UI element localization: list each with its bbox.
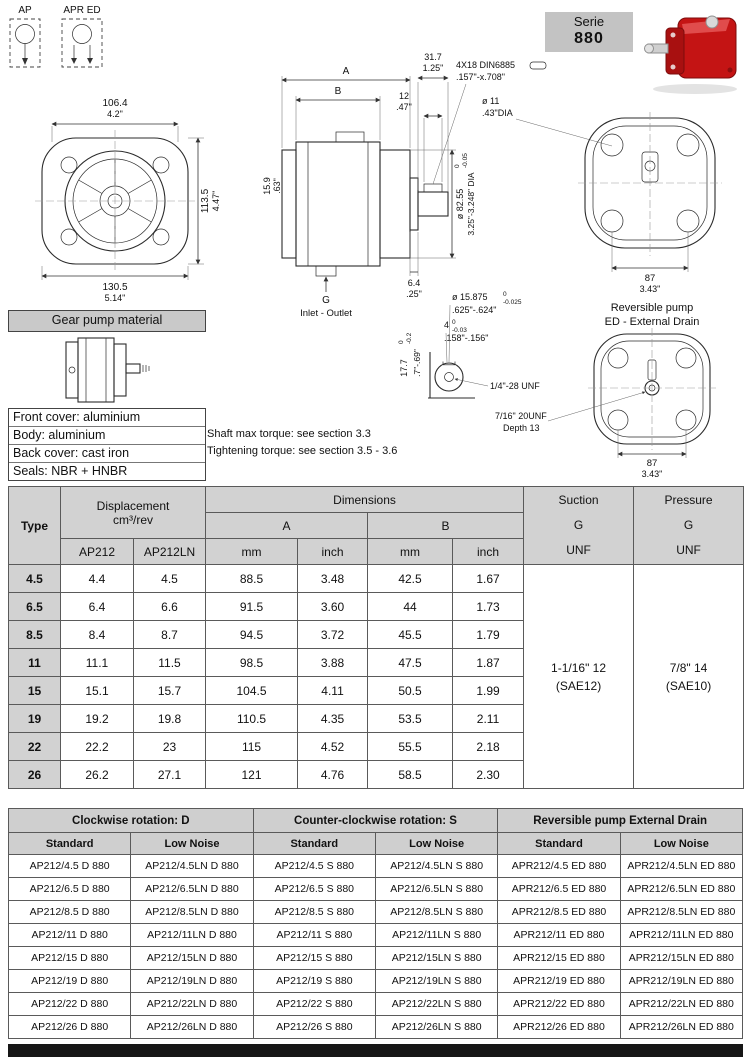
b-inch-cell: 2.18 — [453, 733, 524, 761]
type-cell: 6.5 — [9, 593, 61, 621]
pilot-dia-mm: ø 82.55 — [455, 188, 465, 220]
order-code-cell: AP212/11LN D 880 — [131, 924, 253, 947]
suction-g-label: G — [573, 518, 584, 532]
order-code-cell: AP212/22LN D 880 — [131, 993, 253, 1016]
b-mm-cell: 44 — [368, 593, 453, 621]
key-icon — [530, 62, 546, 69]
a-mm-cell: 110.5 — [206, 705, 298, 733]
bottom-section-bar — [8, 1044, 743, 1057]
torque-notes — [207, 426, 457, 460]
material-box — [8, 310, 206, 481]
ordering-table — [8, 808, 743, 1039]
shaft-dia-mm: ø 15.875 — [452, 292, 488, 302]
order-code-cell: APR212/15LN ED 880 — [620, 947, 742, 970]
ap212-cell: 4.4 — [61, 565, 134, 593]
dimensions-table — [8, 486, 744, 789]
order-code-cell: APR212/11 ED 880 — [498, 924, 620, 947]
order-code-cell: AP212/19LN S 880 — [375, 970, 497, 993]
ap212ln-cell: 11.5 — [134, 649, 206, 677]
key-length-mm: 12 — [398, 91, 410, 101]
b-inch-cell: 1.99 — [453, 677, 524, 705]
shaft-len-tol-lo: -0.2 — [406, 332, 413, 344]
col-header-a-mm: mm — [206, 539, 298, 565]
group-header-clockwise: Clockwise rotation: D — [9, 809, 254, 833]
order-code-cell: APR212/19 ED 880 — [498, 970, 620, 993]
drain-depth-label: Depth 13 — [503, 423, 540, 433]
type-cell: 15 — [9, 677, 61, 705]
key-length-in: .47" — [396, 102, 412, 112]
pump-side-silhouette-drawing — [8, 334, 204, 406]
order-table-row — [9, 878, 743, 901]
a-mm-cell: 98.5 — [206, 649, 298, 677]
b-mm-cell: 55.5 — [368, 733, 453, 761]
sub-header-cw-low-noise: Low Noise — [131, 833, 253, 855]
order-code-cell: APR212/26LN ED 880 — [620, 1016, 742, 1039]
order-code-cell: APR212/22 ED 880 — [498, 993, 620, 1016]
rear-view-drawing — [482, 96, 722, 294]
reversible-width-in: 3.43" — [641, 469, 663, 479]
pilot-dia-in: 3.25"-3.248" DIA — [466, 172, 476, 236]
shaft-dia-tol-hi: 0 — [503, 291, 507, 298]
order-code-cell: AP212/26 S 880 — [253, 1016, 375, 1039]
hole-dia-in: .43"DIA — [482, 108, 513, 118]
a-inch-cell: 3.88 — [298, 649, 368, 677]
type-cell: 11 — [9, 649, 61, 677]
pressure-unf-label: UNF — [676, 543, 701, 557]
pressure-label: Pressure — [664, 493, 713, 507]
front-width-mm: 106.4 — [102, 98, 128, 109]
shaft-key-tol-hi: 0 — [452, 319, 456, 326]
b-mm-cell: 47.5 — [368, 649, 453, 677]
shaft-len-mm: 17.7 — [399, 359, 409, 377]
ap212-cell: 19.2 — [61, 705, 134, 733]
a-mm-cell: 88.5 — [206, 565, 298, 593]
rear-width-mm: 87 — [644, 273, 656, 284]
ap212ln-cell: 8.7 — [134, 621, 206, 649]
col-header-dimensions: Dimensions — [206, 487, 524, 513]
col-header-a: A — [206, 513, 368, 539]
ap212-cell: 6.4 — [61, 593, 134, 621]
order-code-cell: AP212/8.5 D 880 — [9, 901, 131, 924]
front-diag-in: 5.14" — [104, 293, 126, 303]
material-list — [8, 408, 206, 481]
shaft-detail-drawing — [398, 291, 540, 398]
order-code-cell: AP212/11 D 880 — [9, 924, 131, 947]
shaft-key-tol-lo: -0.03 — [452, 327, 467, 334]
side-dim-a: A — [342, 66, 350, 77]
ap212ln-cell: 6.6 — [134, 593, 206, 621]
shaft-torque-note: Shaft max torque: see section 3.3 — [207, 428, 371, 440]
order-code-cell: AP212/15 D 880 — [9, 947, 131, 970]
rear-width-in: 3.43" — [639, 284, 661, 294]
type-cell: 4.5 — [9, 565, 61, 593]
group-header-counter-clockwise: Counter-clockwise rotation: S — [253, 809, 498, 833]
ap-symbol — [10, 5, 40, 67]
order-code-cell: AP212/6.5 S 880 — [253, 878, 375, 901]
side-dim-b: B — [334, 86, 342, 97]
reversible-width-mm: 87 — [646, 458, 658, 469]
order-code-cell: AP212/26LN D 880 — [131, 1016, 253, 1039]
col-header-suction — [524, 487, 634, 565]
pressure-value: 7/8" 14 (SAE10) — [634, 565, 744, 789]
b-inch-cell: 2.30 — [453, 761, 524, 789]
material-box-title: Gear pump material — [8, 310, 206, 332]
pilot-tol-hi: 0 — [454, 164, 461, 168]
order-code-cell: AP212/11LN S 880 — [375, 924, 497, 947]
a-inch-cell: 4.11 — [298, 677, 368, 705]
cover-depth-mm: 6.4 — [407, 278, 421, 288]
order-code-cell: AP212/26LN S 880 — [375, 1016, 497, 1039]
side-height-mm: 15.9 — [262, 177, 272, 195]
side-height-in: .63" — [272, 178, 282, 194]
shaft-dia-in: .625"-.624" — [452, 305, 497, 315]
col-header-a-inch: inch — [298, 539, 368, 565]
ap212ln-cell: 27.1 — [134, 761, 206, 789]
b-inch-cell: 1.87 — [453, 649, 524, 677]
order-table-row — [9, 901, 743, 924]
b-inch-cell: 2.11 — [453, 705, 524, 733]
order-code-cell: AP212/22 D 880 — [9, 993, 131, 1016]
front-height-in: 4.47" — [211, 190, 221, 212]
sub-header-ccw-low-noise: Low Noise — [375, 833, 497, 855]
col-header-ap212ln: AP212LN — [134, 539, 206, 565]
col-header-ap212: AP212 — [61, 539, 134, 565]
order-code-cell: AP212/22LN S 880 — [375, 993, 497, 1016]
col-header-type: Type — [9, 487, 61, 565]
shaft-dia-tol-lo: -0.025 — [503, 299, 522, 306]
ap-symbol-label: AP — [18, 5, 32, 16]
order-code-cell: APR212/4.5LN ED 880 — [620, 855, 742, 878]
order-code-cell: AP212/19LN D 880 — [131, 970, 253, 993]
order-code-cell: AP212/6.5 D 880 — [9, 878, 131, 901]
order-code-cell: APR212/6.5LN ED 880 — [620, 878, 742, 901]
order-code-cell: AP212/8.5LN S 880 — [375, 901, 497, 924]
a-inch-cell: 3.72 — [298, 621, 368, 649]
order-code-cell: AP212/15 S 880 — [253, 947, 375, 970]
sub-header-rev-standard: Standard — [498, 833, 620, 855]
sub-header-rev-low-noise: Low Noise — [620, 833, 742, 855]
order-code-cell: AP212/6.5LN S 880 — [375, 878, 497, 901]
material-line-seals: Seals: NBR + HNBR — [13, 464, 128, 478]
shaft-key-in: .158"-.156" — [444, 333, 489, 343]
suction-unf-label: UNF — [566, 543, 591, 557]
shaft-len-tol-hi: 0 — [398, 340, 405, 344]
order-code-cell: AP212/26 D 880 — [9, 1016, 131, 1039]
order-code-cell: AP212/11 S 880 — [253, 924, 375, 947]
a-inch-cell: 3.48 — [298, 565, 368, 593]
type-cell: 22 — [9, 733, 61, 761]
order-code-cell: APR212/8.5LN ED 880 — [620, 901, 742, 924]
order-code-cell: APR212/4.5 ED 880 — [498, 855, 620, 878]
serie-label: Serie — [573, 14, 605, 29]
side-view-drawing — [262, 52, 546, 319]
b-inch-cell: 1.67 — [453, 565, 524, 593]
b-mm-cell: 58.5 — [368, 761, 453, 789]
serie-badge — [545, 12, 633, 52]
order-code-cell: AP212/4.5LN D 880 — [131, 855, 253, 878]
a-mm-cell: 115 — [206, 733, 298, 761]
shaft-length-mm: 31.7 — [424, 52, 442, 62]
order-code-cell: AP212/6.5LN D 880 — [131, 878, 253, 901]
order-code-cell: APR212/6.5 ED 880 — [498, 878, 620, 901]
shaft-thread-label: 1/4"-28 UNF — [490, 381, 540, 391]
order-table-row — [9, 855, 743, 878]
b-mm-cell: 50.5 — [368, 677, 453, 705]
col-header-b: B — [368, 513, 524, 539]
tightening-torque-note: Tightening torque: see section 3.5 - 3.6 — [207, 445, 398, 457]
a-inch-cell: 4.35 — [298, 705, 368, 733]
order-code-cell: AP212/19 D 880 — [9, 970, 131, 993]
type-cell: 8.5 — [9, 621, 61, 649]
order-code-cell: AP212/15LN D 880 — [131, 947, 253, 970]
ap212-cell: 8.4 — [61, 621, 134, 649]
b-inch-cell: 1.79 — [453, 621, 524, 649]
apr-ed-symbol — [62, 5, 102, 67]
a-inch-cell: 3.60 — [298, 593, 368, 621]
order-code-cell: AP212/19 S 880 — [253, 970, 375, 993]
front-diag-mm: 130.5 — [102, 282, 128, 293]
a-mm-cell: 121 — [206, 761, 298, 789]
cover-depth-in: .25" — [406, 289, 422, 299]
port-letter: G — [322, 295, 330, 306]
group-header-reversible: Reversible pump External Drain — [498, 809, 743, 833]
order-code-cell: APR212/22LN ED 880 — [620, 993, 742, 1016]
order-code-cell: AP212/8.5 S 880 — [253, 901, 375, 924]
order-code-cell: AP212/4.5 S 880 — [253, 855, 375, 878]
type-cell: 19 — [9, 705, 61, 733]
reversible-title-line1: Reversible pump — [610, 302, 694, 314]
shaft-key-mm: 4 — [444, 320, 450, 330]
serie-number: 880 — [574, 30, 604, 47]
col-header-b-inch: inch — [453, 539, 524, 565]
key-callout-line1: 4X18 DIN6885 — [456, 60, 516, 70]
front-width-in: 4.2" — [107, 109, 123, 119]
order-table-row — [9, 970, 743, 993]
pump-product-image — [640, 4, 746, 96]
a-mm-cell: 91.5 — [206, 593, 298, 621]
ap212ln-cell: 15.7 — [134, 677, 206, 705]
material-line-back-cover: Back cover: cast iron — [9, 445, 205, 463]
ap212-cell: 22.2 — [61, 733, 134, 761]
order-table-row — [9, 1016, 743, 1039]
dim-table-body — [9, 565, 744, 789]
ap212ln-cell: 23 — [134, 733, 206, 761]
ap212-cell: 26.2 — [61, 761, 134, 789]
a-inch-cell: 4.76 — [298, 761, 368, 789]
front-height-mm: 113.5 — [200, 188, 211, 214]
suction-label: Suction — [558, 493, 599, 507]
sub-header-ccw-standard: Standard — [253, 833, 375, 855]
order-code-cell: APR212/19LN ED 880 — [620, 970, 742, 993]
displacement-unit: cm³/rev — [113, 512, 153, 527]
a-inch-cell: 4.52 — [298, 733, 368, 761]
order-table-row — [9, 993, 743, 1016]
hole-dia-mm: ø 11 — [482, 96, 500, 106]
b-mm-cell: 45.5 — [368, 621, 453, 649]
order-code-cell: AP212/15LN S 880 — [375, 947, 497, 970]
pilot-tol-lo: -0.05 — [462, 153, 469, 168]
port-label: Inlet - Outlet — [300, 308, 352, 319]
drain-thread-label: 7/16" 20UNF — [495, 411, 547, 421]
material-line-front-cover: Front cover: aluminium — [9, 409, 205, 427]
ap212ln-cell: 19.8 — [134, 705, 206, 733]
order-code-cell: APR212/8.5 ED 880 — [498, 901, 620, 924]
ap212-cell: 11.1 — [61, 649, 134, 677]
order-code-cell: APR212/11LN ED 880 — [620, 924, 742, 947]
front-view-drawing — [35, 98, 221, 303]
displacement-label: Displacement — [96, 498, 170, 513]
type-cell: 26 — [9, 761, 61, 789]
port-icon — [706, 16, 718, 28]
shaft-len-in: .7"-.69" — [412, 349, 422, 377]
shaft-length-in: 1.25" — [422, 63, 444, 73]
col-header-displacement — [61, 487, 206, 539]
order-table-row — [9, 924, 743, 947]
order-table-row — [9, 947, 743, 970]
a-mm-cell: 104.5 — [206, 677, 298, 705]
order-code-cell: APR212/26 ED 880 — [498, 1016, 620, 1039]
ap212-cell: 15.1 — [61, 677, 134, 705]
apr-ed-symbol-label: APR ED — [63, 5, 101, 16]
order-code-cell: AP212/8.5LN D 880 — [131, 901, 253, 924]
suction-value: 1-1/16" 12 (SAE12) — [524, 565, 634, 789]
col-header-b-mm: mm — [368, 539, 453, 565]
reversible-title-line2: ED - External Drain — [604, 316, 700, 328]
ap212ln-cell: 4.5 — [134, 565, 206, 593]
sub-header-cw-standard: Standard — [9, 833, 131, 855]
col-header-pressure — [634, 487, 744, 565]
order-code-cell: AP212/4.5LN S 880 — [375, 855, 497, 878]
order-code-cell: APR212/15 ED 880 — [498, 947, 620, 970]
dim-table-row — [9, 565, 744, 593]
b-mm-cell: 42.5 — [368, 565, 453, 593]
pressure-g-label: G — [683, 518, 694, 532]
b-mm-cell: 53.5 — [368, 705, 453, 733]
b-inch-cell: 1.73 — [453, 593, 524, 621]
order-code-cell: AP212/4.5 D 880 — [9, 855, 131, 878]
order-code-cell: AP212/22 S 880 — [253, 993, 375, 1016]
order-table-body — [9, 855, 743, 1039]
material-line-body: Body: aluminium — [9, 427, 205, 445]
key-callout-line2: .157"-x.708" — [456, 72, 505, 82]
a-mm-cell: 94.5 — [206, 621, 298, 649]
